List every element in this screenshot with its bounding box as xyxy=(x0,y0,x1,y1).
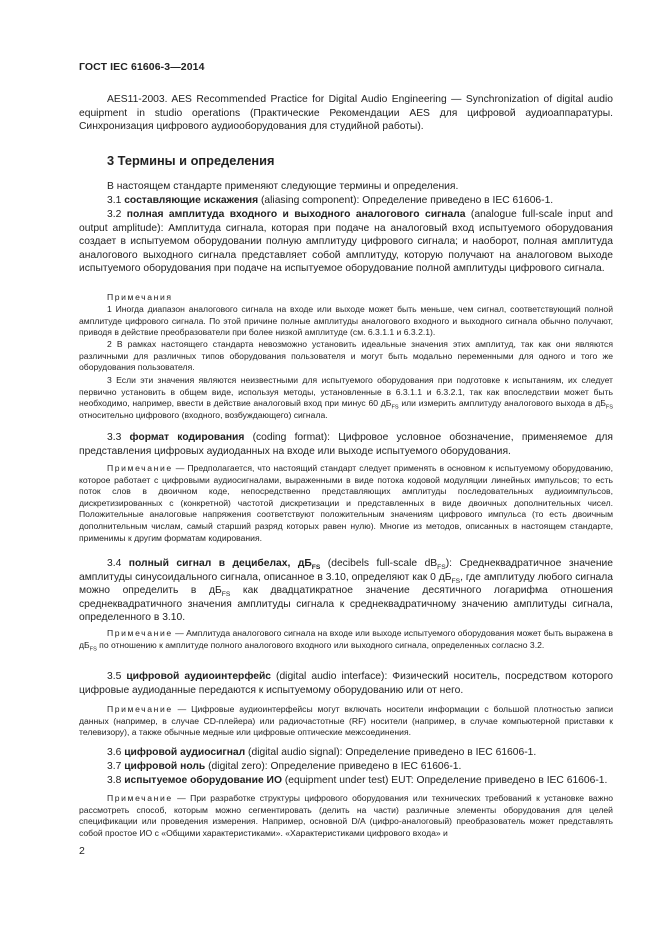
note-2: 2 В рамках настоящего стандарта невозможно установить идеальные значения этих амплитуд, так как они являются различными для различных типов оборудования пользователя и могут быть модально переменными для одного и того же оборудования пользователя. xyxy=(79,339,613,373)
note-3-3: Примечание — Предполагается, что настоящий стандарт следует применять в основном к испытуемому оборудованию, которое работает с цифровыми аудиосигналами, выраженными в виде потока кодовой модуляции линейных импульсов; то есть поток слов в двоичном коде, непосредственно представляющих амплитуды последовательных аудиоимпульсов, дискретизированных с (конкретной) частотой дискретизации и представленных в виде двоичных дополнительных чисел. Положительные аналоговые напряжения соответствуют положительным значениям цифрового импульса (то есть двоичным дополнительным числам, самый старший разряд которых равен нулю). Многие из методов, описанных в настоящем стандарте, применимы к другим форматам кодирования. xyxy=(79,463,613,543)
term-3-6: 3.6 цифровой аудиосигнал (digital audio signal): Определение приведено в IEC 61606-1. xyxy=(107,747,537,758)
note-1: 1 Иногда диапазон аналогового сигнала на входе или выходе может быть меньше, чем сигнал, соответствующий полной амплитуде цифрового сигнала. По этой причине полные амплитуды аналогового входного и выходного сигнала обычно получают, приводя в действие преобразователи при более низкой амплитуде (см. 6.3.1.1 и 6.3.2.1). xyxy=(79,304,613,338)
term-3-2: 3.2 полная амплитуда входного и выходного аналогового сигнала (analogue full-scale input and output amplitude): Амплитуда сигнала, которая при подаче на аналоговый вход испытуемого оборудования создает в испытуемом оборудовании полную амплитуду цифрового сигнала; и наоборот, полная амплитуда аналогового выходного сигнала представляет собой амплитуду, которую получают на аналоговом выходе испытуемого оборудования при подаче на испытуемое оборудование полной амплитуды цифрового сигнала. xyxy=(79,209,613,275)
term-3-1: 3.1 составляющие искажения (aliasing component): Определение приведено в IEC 61606-1. xyxy=(107,195,554,206)
note-3-5: Примечание — Цифровые аудиоинтерфейсы могут включать носители информации с большой плотностью записи данных (например, в случае CD-плейера) или радиочастотные (RF) носители (например, в случае компьютерной приставки к телевизору), а также обычные медные или цифровые оптические межсоединения. xyxy=(79,704,613,738)
term-3-3: 3.3 формат кодирования (coding format): Цифровое условное обозначение, применяемое для представления цифровых аудиоданных на входе или выходе испытуемого оборудования. xyxy=(79,432,613,457)
note-3-8: Примечание — При разработке структуры цифрового оборудования или технических требований к установке важно рассмотреть способ, которым можно сегментировать (делить на части) различные элементы оборудования для целей спецификации или проведения измерения. Например, основной D/A (цифро-аналоговый) преобразователь может представлять собой простое ИО с «Общими характеристиками». «Характеристиками цифрового входа» и xyxy=(79,793,613,838)
term-3-8: 3.8 испытуемое оборудование ИО (equipment under test) EUT: Определение приведено в IEC 61606-1. xyxy=(107,775,608,786)
document-header: ГОСТ IEC 61606-3—2014 xyxy=(79,61,205,73)
term-3-4: 3.4 полный сигнал в децибелах, $дБ_{FS}$ (decibels full-scale $dB_{FS}$): Среднеквадратичное значение амплитуды синусоидального сигнала, описанное в 3.10, определяют как 0 $дБ_{FS}$, где амплитуду любого сигнала можно определить в $дБ_{FS}$ как двадцатикратное значение десятичного логарифма отношения среднеквадратичного значения амплитуды сигнала к среднеквадратичному значению амплитуды сигнала, определенного в 3.10. xyxy=(79,558,613,624)
reference-aes11: AES11-2003. AES Recommended Practice for Digital Audio Engineering — Synchronization of digital audio equipment in studio operations (Практические Рекомендации AES для цифровой аудиоаппаратуры. Синхронизация цифрового аудиооборудования для студийной работы). xyxy=(79,94,613,133)
page-number: 2 xyxy=(79,845,85,857)
term-3-7: 3.7 цифровой ноль (digital zero): Определение приведено в IEC 61606-1. xyxy=(107,761,462,772)
section-intro: В настоящем стандарте применяют следующие термины и определения. xyxy=(107,181,459,192)
term-3-5: 3.5 цифровой аудиоинтерфейс (digital audio interface): Физический носитель, посредством которого цифровые аудиоданные передаются к испытуемому оборудованию или от него. xyxy=(79,671,613,696)
section-title: 3 Термины и определения xyxy=(107,153,275,168)
notes-title: Примечания xyxy=(107,292,173,302)
note-3: 3 Если эти значения являются неизвестными для испытуемого оборудования при подготовке к испытаниям, их следует первично установить в общем виде, используя методы, установленные в 6.3.1.1 и 6.3.2.1, так как впоследствии может быть необходимо, например, ввести в действие аналоговый вход при минус 60 $дБ_{FS}$ или измерить амплитуду аналогового выхода в $дБ_{FS}$ относительно цифрового (входного, возбуждающего) сигнала. xyxy=(79,375,614,420)
note-3-4: Примечание — Амплитуда аналогового сигнала на входе или выходе испытуемого оборудования может быть выражена в $дБ_{FS}$ по отношению к амплитуде полного аналогового входного или выходного сигнала, определенных согласно 3.2. xyxy=(79,628,613,653)
